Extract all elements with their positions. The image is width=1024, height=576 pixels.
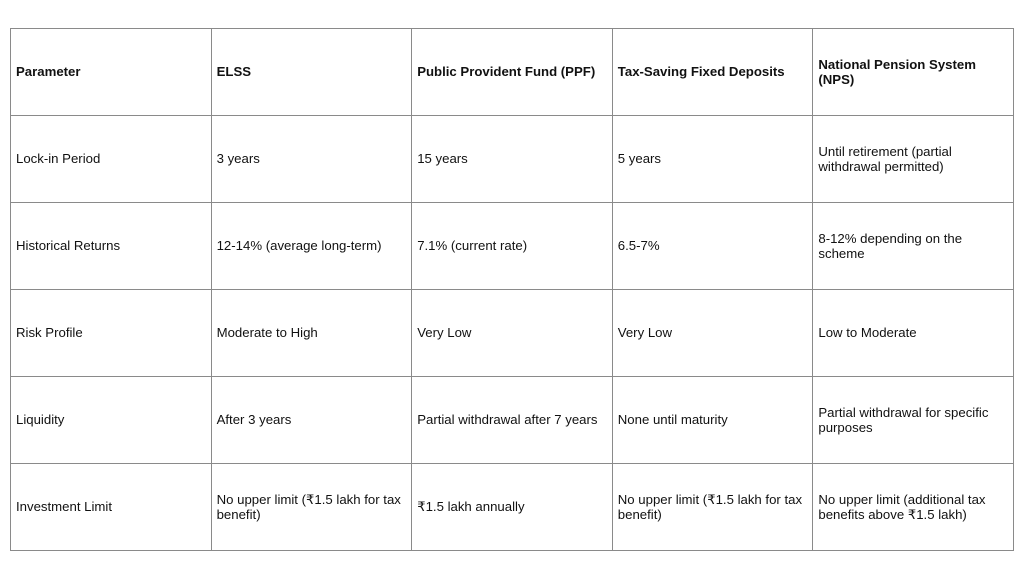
cell-tax-saving-fd: No upper limit (₹1.5 lakh for tax benefit): [612, 464, 813, 551]
comparison-table-container: [10, 28, 1014, 548]
cell-ppf: 15 years: [412, 116, 613, 203]
cell-elss: Moderate to High: [211, 290, 412, 377]
header-nps: National Pension System (NPS): [813, 29, 1014, 116]
table-row: [11, 116, 1014, 203]
cell-nps: Partial withdrawal for specific purposes: [813, 377, 1014, 464]
cell-elss: No upper limit (₹1.5 lakh for tax benefit): [211, 464, 412, 551]
cell-tax-saving-fd: None until maturity: [612, 377, 813, 464]
cell-elss: 12-14% (average long-term): [211, 203, 412, 290]
header-ppf: Public Provident Fund (PPF): [412, 29, 613, 116]
investment-comparison-table: [10, 28, 1014, 551]
cell-nps: No upper limit (additional tax benefits above ₹1.5 lakh): [813, 464, 1014, 551]
cell-tax-saving-fd: Very Low: [612, 290, 813, 377]
table-header-row: [11, 29, 1014, 116]
header-tax-saving-fd: Tax-Saving Fixed Deposits: [612, 29, 813, 116]
cell-ppf: Partial withdrawal after 7 years: [412, 377, 613, 464]
cell-elss: After 3 years: [211, 377, 412, 464]
row-label-historical-returns: Historical Returns: [11, 203, 212, 290]
cell-ppf: Very Low: [412, 290, 613, 377]
table-row: [11, 464, 1014, 551]
cell-ppf: 7.1% (current rate): [412, 203, 613, 290]
header-parameter: Parameter: [11, 29, 212, 116]
table-row: [11, 377, 1014, 464]
row-label-risk-profile: Risk Profile: [11, 290, 212, 377]
cell-tax-saving-fd: 5 years: [612, 116, 813, 203]
cell-elss: 3 years: [211, 116, 412, 203]
row-label-lock-in-period: Lock-in Period: [11, 116, 212, 203]
cell-nps: 8-12% depending on the scheme: [813, 203, 1014, 290]
cell-ppf: ₹1.5 lakh annually: [412, 464, 613, 551]
row-label-investment-limit: Investment Limit: [11, 464, 212, 551]
header-elss: ELSS: [211, 29, 412, 116]
table-row: [11, 203, 1014, 290]
cell-nps: Low to Moderate: [813, 290, 1014, 377]
table-row: [11, 290, 1014, 377]
cell-nps: Until retirement (partial withdrawal permitted): [813, 116, 1014, 203]
cell-tax-saving-fd: 6.5-7%: [612, 203, 813, 290]
row-label-liquidity: Liquidity: [11, 377, 212, 464]
